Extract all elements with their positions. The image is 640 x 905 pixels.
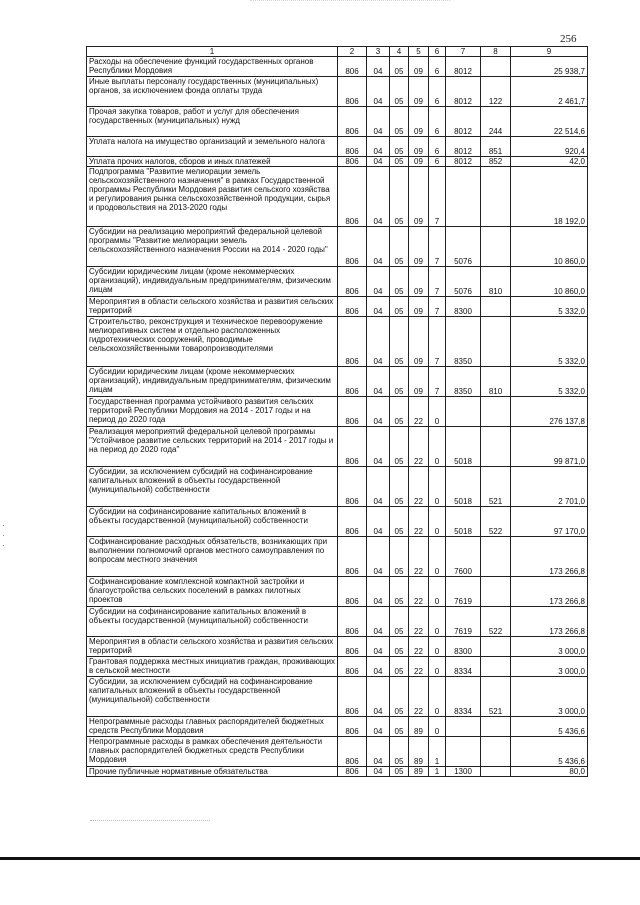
row-description: Уплата налога на имущество организаций и земельного налога: [87, 137, 338, 157]
table-row: [87, 637, 588, 657]
row-description: Субсидии на софинансирование капитальных вложений в объекты государственной (муниципальной) собственности: [87, 507, 338, 537]
cell-col-3: 04: [367, 107, 390, 137]
cell-col-2: 806: [338, 767, 367, 777]
cell-col-9: 2 701,0: [511, 467, 588, 507]
cell-col-3: 04: [367, 167, 390, 227]
page-bottom-rule: [0, 857, 640, 860]
row-description: Иные выплаты персоналу государственных (муниципальных) органов, за исключением фонда оплаты труда: [87, 77, 338, 107]
cell-col-2: 806: [338, 467, 367, 507]
margin-mark: · · ·: [2, 520, 5, 550]
cell-col-6: 0: [429, 677, 446, 717]
cell-col-4: 05: [390, 317, 409, 367]
cell-col-2: 806: [338, 577, 367, 607]
cell-col-2: 806: [338, 537, 367, 577]
cell-col-7: 8012: [446, 137, 481, 157]
cell-col-4: 05: [390, 297, 409, 317]
cell-col-8: 522: [481, 507, 511, 537]
cell-col-5: 22: [409, 427, 429, 467]
cell-col-8: [481, 767, 511, 777]
cell-col-7: [446, 737, 481, 767]
cell-col-8: 810: [481, 267, 511, 297]
cell-col-4: 05: [390, 537, 409, 577]
cell-col-4: 05: [390, 717, 409, 737]
cell-col-2: 806: [338, 677, 367, 717]
cell-col-8: 851: [481, 137, 511, 157]
cell-col-2: 806: [338, 717, 367, 737]
table-header-row: [87, 47, 588, 57]
cell-col-2: 806: [338, 427, 367, 467]
row-description: Софинансирование расходных обязательств, возникающих при выполнении полномочий органов местного самоуправления по вопросам местного значения: [87, 537, 338, 577]
column-header: 6: [429, 47, 446, 57]
cell-col-8: [481, 317, 511, 367]
column-header: 2: [338, 47, 367, 57]
cell-col-3: 04: [367, 537, 390, 577]
column-header: 9: [511, 47, 588, 57]
cell-col-7: 8334: [446, 657, 481, 677]
column-header: 8: [481, 47, 511, 57]
cell-col-6: 0: [429, 717, 446, 737]
cell-col-7: 7619: [446, 577, 481, 607]
cell-col-6: 7: [429, 297, 446, 317]
cell-col-4: 05: [390, 397, 409, 427]
cell-col-9: 97 170,0: [511, 507, 588, 537]
cell-col-4: 05: [390, 577, 409, 607]
cell-col-9: 5 332,0: [511, 297, 588, 317]
cell-col-4: 05: [390, 57, 409, 77]
cell-col-4: 05: [390, 607, 409, 637]
table-row: [87, 717, 588, 737]
cell-col-5: 22: [409, 607, 429, 637]
cell-col-8: 810: [481, 367, 511, 397]
table-row: [87, 57, 588, 77]
cell-col-2: 806: [338, 297, 367, 317]
cell-col-7: 7600: [446, 537, 481, 577]
cell-col-3: 04: [367, 227, 390, 267]
cell-col-6: 0: [429, 537, 446, 577]
cell-col-2: 806: [338, 317, 367, 367]
cell-col-4: 05: [390, 677, 409, 717]
cell-col-6: 7: [429, 317, 446, 367]
cell-col-2: 806: [338, 657, 367, 677]
cell-col-9: 2 461,7: [511, 77, 588, 107]
cell-col-9: 5 436,6: [511, 717, 588, 737]
cell-col-9: 276 137,8: [511, 397, 588, 427]
cell-col-6: 0: [429, 467, 446, 507]
cell-col-9: 10 860,0: [511, 267, 588, 297]
cell-col-5: 09: [409, 367, 429, 397]
cell-col-3: 04: [367, 577, 390, 607]
table-row: [87, 767, 588, 777]
table-row: [87, 367, 588, 397]
cell-col-9: 10 860,0: [511, 227, 588, 267]
cell-col-5: 89: [409, 717, 429, 737]
cell-col-3: 04: [367, 467, 390, 507]
cell-col-8: [481, 397, 511, 427]
cell-col-8: [481, 577, 511, 607]
cell-col-9: 5 332,0: [511, 317, 588, 367]
cell-col-5: 09: [409, 167, 429, 227]
cell-col-4: 05: [390, 77, 409, 107]
cell-col-2: 806: [338, 507, 367, 537]
table-row: [87, 427, 588, 467]
cell-col-9: 173 266,8: [511, 577, 588, 607]
row-description: Реализация мероприятий федеральной целевой программы "Устойчивое развитие сельских территорий на 2014 - 2017 годы и на период до 2020 года": [87, 427, 338, 467]
table-row: [87, 77, 588, 107]
cell-col-5: 22: [409, 537, 429, 577]
table-row: [87, 157, 588, 167]
cell-col-8: [481, 167, 511, 227]
cell-col-6: 7: [429, 167, 446, 227]
cell-col-6: 6: [429, 157, 446, 167]
cell-col-4: 05: [390, 157, 409, 167]
cell-col-2: 806: [338, 77, 367, 107]
cell-col-9: 5 332,0: [511, 367, 588, 397]
cell-col-6: 0: [429, 657, 446, 677]
cell-col-9: 80,0: [511, 767, 588, 777]
row-description: Подпрограмма "Развитие мелиорации земель сельскохозяйственного назначения" в рамках Государственной программы Республики Мордовия развития сельского хозяйства и регулирования рынка сельскохозяйственной продукции, сырья и продовольствия на 2013-2020 годы: [87, 167, 338, 227]
cell-col-7: 8350: [446, 367, 481, 397]
row-description: Непрограммные расходы главных распорядителей бюджетных средств Республики Мордовия: [87, 717, 338, 737]
cell-col-7: 5018: [446, 467, 481, 507]
cell-col-8: [481, 737, 511, 767]
row-description: Строительство, реконструкция и техническое перевооружение мелиоративных систем и отдельно расположенных гидротехнических сооружений, проводимые сельскохозяйственными товаропроизводителями: [87, 317, 338, 367]
scan-mark: [90, 820, 210, 821]
cell-col-9: 42,0: [511, 157, 588, 167]
cell-col-5: 22: [409, 577, 429, 607]
cell-col-7: 5076: [446, 267, 481, 297]
cell-col-7: 5076: [446, 227, 481, 267]
cell-col-3: 04: [367, 57, 390, 77]
cell-col-7: 5018: [446, 507, 481, 537]
cell-col-3: 04: [367, 427, 390, 467]
table-row: [87, 397, 588, 427]
cell-col-5: 22: [409, 467, 429, 507]
cell-col-6: 7: [429, 367, 446, 397]
cell-col-7: 8300: [446, 297, 481, 317]
row-description: Софинансирование комплексной компактной застройки и благоустройства сельских поселений в рамках пилотных проектов: [87, 577, 338, 607]
cell-col-7: 1300: [446, 767, 481, 777]
cell-col-2: 806: [338, 637, 367, 657]
cell-col-2: 806: [338, 57, 367, 77]
row-description: Уплата прочих налогов, сборов и иных платежей: [87, 157, 338, 167]
row-description: Государственная программа устойчивого развития сельских территорий Республики Мордовия на 2014 - 2017 годы и на период до 2020 года: [87, 397, 338, 427]
cell-col-8: [481, 657, 511, 677]
table-row: [87, 297, 588, 317]
cell-col-5: 22: [409, 657, 429, 677]
cell-col-4: 05: [390, 227, 409, 267]
cell-col-5: 09: [409, 107, 429, 137]
cell-col-2: 806: [338, 107, 367, 137]
budget-table: [86, 46, 588, 777]
row-description: Субсидии, за исключением субсидий на софинансирование капитальных вложений в объекты государственной (муниципальной) собственности: [87, 467, 338, 507]
cell-col-6: 6: [429, 107, 446, 137]
cell-col-2: 806: [338, 267, 367, 297]
cell-col-6: 6: [429, 57, 446, 77]
cell-col-5: 89: [409, 767, 429, 777]
scan-top-marks: [250, 0, 450, 9]
cell-col-4: 05: [390, 427, 409, 467]
cell-col-4: 05: [390, 267, 409, 297]
cell-col-7: 5018: [446, 427, 481, 467]
cell-col-2: 806: [338, 167, 367, 227]
cell-col-7: 8012: [446, 77, 481, 107]
cell-col-9: 5 436,6: [511, 737, 588, 767]
cell-col-7: 7619: [446, 607, 481, 637]
cell-col-2: 806: [338, 397, 367, 427]
cell-col-6: 0: [429, 397, 446, 427]
cell-col-9: 25 938,7: [511, 57, 588, 77]
cell-col-7: 8350: [446, 317, 481, 367]
cell-col-4: 05: [390, 737, 409, 767]
cell-col-7: 8012: [446, 57, 481, 77]
cell-col-3: 04: [367, 507, 390, 537]
row-description: Непрограммные расходы в рамках обеспечения деятельности главных распорядителей бюджетных средств Республики Мордовия: [87, 737, 338, 767]
cell-col-4: 05: [390, 657, 409, 677]
cell-col-5: 22: [409, 677, 429, 717]
cell-col-5: 22: [409, 637, 429, 657]
row-description: Субсидии, за исключением субсидий на софинансирование капитальных вложений в объекты государственной (муниципальной) собственности: [87, 677, 338, 717]
table-row: [87, 737, 588, 767]
column-header: 7: [446, 47, 481, 57]
cell-col-4: 05: [390, 767, 409, 777]
row-description: Субсидии юридическим лицам (кроме некоммерческих организаций), индивидуальным предпринимателям, физическим лицам: [87, 267, 338, 297]
cell-col-8: [481, 297, 511, 317]
cell-col-3: 04: [367, 717, 390, 737]
cell-col-5: 09: [409, 317, 429, 367]
cell-col-6: 0: [429, 607, 446, 637]
cell-col-2: 806: [338, 607, 367, 637]
table-row: [87, 607, 588, 637]
cell-col-6: 7: [429, 227, 446, 267]
cell-col-5: 09: [409, 77, 429, 107]
cell-col-5: 09: [409, 227, 429, 267]
row-description: Прочая закупка товаров, работ и услуг для обеспечения государственных (муниципальных) нужд: [87, 107, 338, 137]
cell-col-3: 04: [367, 297, 390, 317]
table-row: [87, 107, 588, 137]
cell-col-6: 0: [429, 507, 446, 537]
cell-col-8: 521: [481, 467, 511, 507]
table-row: [87, 507, 588, 537]
table-row: [87, 657, 588, 677]
cell-col-6: 0: [429, 427, 446, 467]
cell-col-7: [446, 717, 481, 737]
table-row: [87, 227, 588, 267]
cell-col-9: 3 000,0: [511, 637, 588, 657]
cell-col-8: [481, 227, 511, 267]
cell-col-9: 173 266,8: [511, 607, 588, 637]
row-description: Субсидии на реализацию мероприятий федеральной целевой программы "Развитие мелиорации земель сельскохозяйственного назначения России на 2014 - 2020 годы": [87, 227, 338, 267]
cell-col-6: 0: [429, 637, 446, 657]
cell-col-9: 18 192,0: [511, 167, 588, 227]
cell-col-4: 05: [390, 107, 409, 137]
column-header: 5: [409, 47, 429, 57]
cell-col-3: 04: [367, 637, 390, 657]
cell-col-4: 05: [390, 637, 409, 657]
cell-col-7: [446, 167, 481, 227]
cell-col-6: 7: [429, 267, 446, 297]
cell-col-5: 09: [409, 297, 429, 317]
cell-col-4: 05: [390, 467, 409, 507]
cell-col-3: 04: [367, 657, 390, 677]
cell-col-9: 920,4: [511, 137, 588, 157]
cell-col-3: 04: [367, 157, 390, 167]
column-header: 1: [87, 47, 338, 57]
cell-col-6: 6: [429, 77, 446, 107]
cell-col-6: 1: [429, 737, 446, 767]
row-description: Субсидии юридическим лицам (кроме некоммерческих организаций), индивидуальным предпринимателям, физическим лицам: [87, 367, 338, 397]
cell-col-7: 8012: [446, 107, 481, 137]
cell-col-6: 0: [429, 577, 446, 607]
cell-col-8: 244: [481, 107, 511, 137]
cell-col-6: 1: [429, 767, 446, 777]
cell-col-5: 09: [409, 267, 429, 297]
cell-col-3: 04: [367, 367, 390, 397]
cell-col-8: [481, 637, 511, 657]
cell-col-2: 806: [338, 227, 367, 267]
cell-col-8: 122: [481, 77, 511, 107]
cell-col-9: 22 514,6: [511, 107, 588, 137]
cell-col-8: 852: [481, 157, 511, 167]
cell-col-3: 04: [367, 737, 390, 767]
row-description: Мероприятия в области сельского хозяйства и развития сельских территорий: [87, 637, 338, 657]
cell-col-3: 04: [367, 767, 390, 777]
cell-col-9: 3 000,0: [511, 677, 588, 717]
table-row: [87, 537, 588, 577]
cell-col-2: 806: [338, 157, 367, 167]
cell-col-9: 99 871,0: [511, 427, 588, 467]
cell-col-3: 04: [367, 137, 390, 157]
cell-col-5: 09: [409, 157, 429, 167]
cell-col-7: 8300: [446, 637, 481, 657]
row-description: Грантовая поддержка местных инициатив граждан, проживающих в сельской местности: [87, 657, 338, 677]
cell-col-3: 04: [367, 267, 390, 297]
cell-col-9: 3 000,0: [511, 657, 588, 677]
cell-col-3: 04: [367, 607, 390, 637]
cell-col-5: 09: [409, 137, 429, 157]
cell-col-8: 522: [481, 607, 511, 637]
column-header: 3: [367, 47, 390, 57]
page-number: 256: [560, 33, 577, 45]
table-row: [87, 267, 588, 297]
table-row: [87, 167, 588, 227]
cell-col-9: 173 266,8: [511, 537, 588, 577]
row-description: Расходы на обеспечение функций государственных органов Республики Мордовия: [87, 57, 338, 77]
row-description: Прочие публичные нормативные обязательства: [87, 767, 338, 777]
cell-col-7: 8334: [446, 677, 481, 717]
table-row: [87, 317, 588, 367]
table-row: [87, 677, 588, 717]
cell-col-8: [481, 427, 511, 467]
cell-col-2: 806: [338, 367, 367, 397]
cell-col-4: 05: [390, 367, 409, 397]
cell-col-2: 806: [338, 737, 367, 767]
cell-col-8: [481, 717, 511, 737]
cell-col-8: 521: [481, 677, 511, 717]
cell-col-5: 09: [409, 57, 429, 77]
cell-col-3: 04: [367, 317, 390, 367]
table-row: [87, 577, 588, 607]
cell-col-7: [446, 397, 481, 427]
row-description: Мероприятия в области сельского хозяйства и развития сельских территорий: [87, 297, 338, 317]
column-header: 4: [390, 47, 409, 57]
cell-col-3: 04: [367, 77, 390, 107]
cell-col-8: [481, 537, 511, 577]
table-row: [87, 137, 588, 157]
cell-col-4: 05: [390, 137, 409, 157]
cell-col-2: 806: [338, 137, 367, 157]
row-description: Субсидии на софинансирование капитальных вложений в объекты государственной (муниципальной) собственности: [87, 607, 338, 637]
cell-col-5: 22: [409, 507, 429, 537]
cell-col-8: [481, 57, 511, 77]
cell-col-4: 05: [390, 507, 409, 537]
cell-col-7: 8012: [446, 157, 481, 167]
cell-col-3: 04: [367, 677, 390, 717]
cell-col-4: 05: [390, 167, 409, 227]
cell-col-3: 04: [367, 397, 390, 427]
cell-col-5: 22: [409, 397, 429, 427]
cell-col-6: 6: [429, 137, 446, 157]
cell-col-5: 89: [409, 737, 429, 767]
table-row: [87, 467, 588, 507]
